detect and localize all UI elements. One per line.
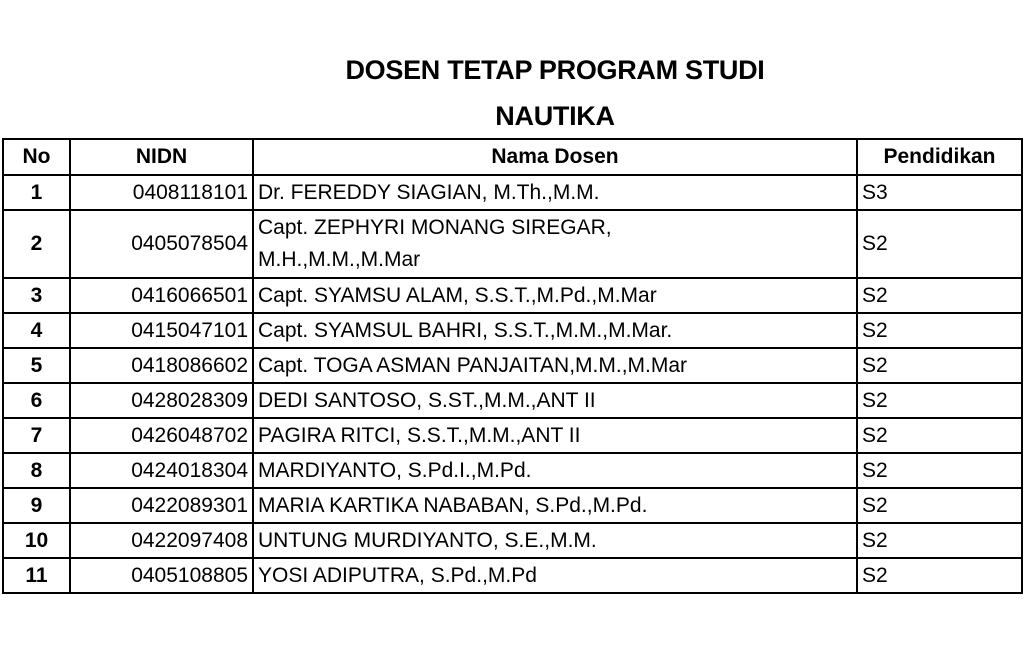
cell-no: 2 xyxy=(3,210,70,278)
cell-nidn: 0418086602 xyxy=(70,348,253,383)
cell-pendidikan: S3 xyxy=(857,175,1022,210)
cell-no: 8 xyxy=(3,453,70,488)
table-row xyxy=(3,313,1022,348)
table-row xyxy=(3,523,1022,558)
cell-nama: PAGIRA RITCI, S.S.T.,M.M.,ANT II xyxy=(253,418,857,453)
table-row xyxy=(3,488,1022,523)
cell-nama: Capt. TOGA ASMAN PANJAITAN,M.M.,M.Mar xyxy=(253,348,857,383)
table-header-row xyxy=(3,139,1022,175)
table-row xyxy=(3,453,1022,488)
cell-nidn: 0405108805 xyxy=(70,558,253,593)
cell-no: 4 xyxy=(3,313,70,348)
cell-nama: YOSI ADIPUTRA, S.Pd.,M.Pd xyxy=(253,558,857,593)
cell-nidn: 0416066501 xyxy=(70,278,253,313)
cell-nama: DEDI SANTOSO, S.ST.,M.M.,ANT II xyxy=(253,383,857,418)
cell-nidn: 0415047101 xyxy=(70,313,253,348)
cell-no: 1 xyxy=(3,175,70,210)
cell-pendidikan: S2 xyxy=(857,558,1022,593)
cell-nama: Dr. FEREDDY SIAGIAN, M.Th.,M.M. xyxy=(253,175,857,210)
cell-no: 6 xyxy=(3,383,70,418)
table-row xyxy=(3,348,1022,383)
cell-pendidikan: S2 xyxy=(857,523,1022,558)
cell-no: 7 xyxy=(3,418,70,453)
cell-pendidikan: S2 xyxy=(857,488,1022,523)
cell-nama: Capt. SYAMSU ALAM, S.S.T.,M.Pd.,M.Mar xyxy=(253,278,857,313)
cell-no: 3 xyxy=(3,278,70,313)
cell-pendidikan: S2 xyxy=(857,453,1022,488)
cell-nama: MARIA KARTIKA NABABAN, S.Pd.,M.Pd. xyxy=(253,488,857,523)
cell-nidn: 0405078504 xyxy=(70,210,253,278)
header-no: No xyxy=(3,139,70,175)
cell-nidn: 0424018304 xyxy=(70,453,253,488)
cell-no: 9 xyxy=(3,488,70,523)
cell-nidn: 0408118101 xyxy=(70,175,253,210)
page-subtitle: NAUTIKA xyxy=(495,101,615,131)
page-title: DOSEN TETAP PROGRAM STUDI xyxy=(345,55,765,85)
lecturer-table xyxy=(2,138,1023,594)
table-row xyxy=(3,175,1022,210)
table-row xyxy=(3,418,1022,453)
header-nama: Nama Dosen xyxy=(253,139,857,175)
cell-nidn: 0422089301 xyxy=(70,488,253,523)
cell-nidn: 0426048702 xyxy=(70,418,253,453)
header-pendidikan: Pendidikan xyxy=(857,139,1022,175)
header-nidn: NIDN xyxy=(70,139,253,175)
cell-no: 10 xyxy=(3,523,70,558)
cell-pendidikan: S2 xyxy=(857,278,1022,313)
cell-pendidikan: S2 xyxy=(857,418,1022,453)
cell-nama: Capt. SYAMSUL BAHRI, S.S.T.,M.M.,M.Mar. xyxy=(253,313,857,348)
table-row xyxy=(3,278,1022,313)
table-row xyxy=(3,558,1022,593)
cell-nama: UNTUNG MURDIYANTO, S.E.,M.M. xyxy=(253,523,857,558)
cell-pendidikan: S2 xyxy=(857,348,1022,383)
cell-nidn: 0428028309 xyxy=(70,383,253,418)
cell-no: 5 xyxy=(3,348,70,383)
cell-nama: Capt. ZEPHYRI MONANG SIREGAR, M.H.,M.M.,M.Mar xyxy=(253,210,857,278)
table-row xyxy=(3,210,1022,278)
table-row xyxy=(3,383,1022,418)
cell-nama: MARDIYANTO, S.Pd.I.,M.Pd. xyxy=(253,453,857,488)
cell-no: 11 xyxy=(3,558,70,593)
cell-pendidikan: S2 xyxy=(857,313,1022,348)
cell-pendidikan: S2 xyxy=(857,210,1022,278)
cell-pendidikan: S2 xyxy=(857,383,1022,418)
cell-nidn: 0422097408 xyxy=(70,523,253,558)
